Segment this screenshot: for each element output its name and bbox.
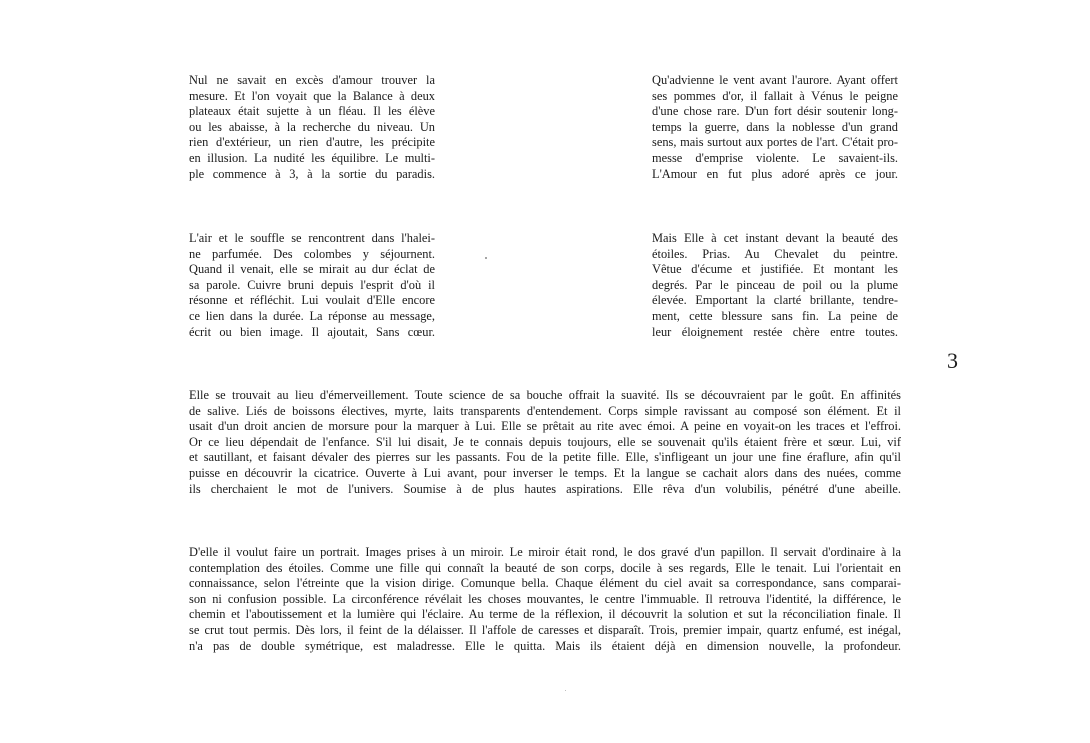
text-line: leur éloignement restée chère entre toutes. [652, 324, 898, 339]
text-line: ne parfumée. Des colombes y séjournent. [189, 246, 435, 261]
text-line: Elle se trouvait au lieu d'émerveillement. Toute science de sa bouche offrait la suavité. Ils se découvraient par le goût. En affinités [189, 388, 901, 402]
paragraph-portrait [189, 545, 901, 654]
text-line: plateaux était sujette à un fléau. Il les élève [189, 104, 435, 119]
text-line: Nul ne savait en excès d'amour trouver la [189, 73, 435, 87]
text-line: d'une chose rare. D'un fort désir soutenir long- [652, 104, 898, 119]
text-block-top-left [189, 73, 435, 182]
text-line: n'a pas de double symétrique, est maladresse. Elle le quitta. Mais ils étaient déjà en dimension nouvelle, la profondeur. [189, 638, 901, 653]
text-line: Mais Elle à cet instant devant la beauté des [652, 231, 898, 245]
text-block-top-right [652, 73, 898, 182]
text-line: son ni confusion possible. La circonférence révélait les choses mouvantes, le centre l'immuable. Il retrouva l'identité, la différence, le [189, 591, 901, 606]
text-line: ce lien dans la durée. La réponse au message, [189, 308, 435, 323]
text-block-middle-right [652, 231, 898, 340]
text-line: L'air et le souffle se rencontrent dans l'halei- [189, 231, 435, 245]
text-line: Or ce lieu dépendait de l'enfance. S'il lui disait, Je te connais depuis toujours, elle se souvenait qu'ils étaient frère et sœur. Lui, vif [189, 434, 901, 449]
text-line: Qu'advienne le vent avant l'aurore. Ayant offert [652, 73, 898, 87]
text-line: temps la guerre, dans la noblesse d'un grand [652, 119, 898, 134]
text-line: se crut tout permis. Dès lors, il feint de la délaisser. Il l'affole de caresses et disparaît. Trois, premier impair, quartz enfumé, est inégal, [189, 622, 901, 637]
text-line: sens, mais surtout aux portes de l'art. C'était pro- [652, 135, 898, 150]
text-line: connaissance, selon l'étreinte que la vision dirige. Comunque bella. Chaque élément du ciel avait sa correspondance, sans comparai- [189, 576, 901, 591]
text-line: ils cherchaient le mot de l'univers. Soumise à de plus hautes aspirations. Elle rêva d'un volubilis, pénétré d'une abeille. [189, 481, 901, 496]
paragraph-emerveillement [189, 388, 901, 497]
text-line: L'Amour en fut plus adoré après ce jour. [652, 166, 898, 181]
text-line: messe d'emprise violente. Le savaient-ils. [652, 150, 898, 165]
text-line: sa parole. Cuivre bruni depuis l'esprit d'où il [189, 277, 435, 292]
text-line: étoiles. Prias. Au Chevalet du peintre. [652, 246, 898, 261]
text-line: rien d'extérieur, un rien d'autre, les précipite [189, 135, 435, 150]
text-line: ou les abaisse, à la recherche du niveau. Un [189, 119, 435, 134]
text-line: ses pommes d'or, il fallait à Vénus le peigne [652, 88, 898, 103]
speck-mark [565, 690, 566, 691]
text-line: et sautillant, et faisant dévaler des pierres sur les passants. Fou de la petite fille. Elle, s'infligeant un jour une fine éraflure, afin qu'il [189, 450, 901, 465]
text-line: usait d'un droit ancien de morsure pour la marquer à Lui. Elle se prêtait au rite avec émoi. A peine en voyait-on les traces et l'effroi. [189, 419, 901, 434]
text-line: mesure. Et l'on voyait que la Balance à deux [189, 88, 435, 103]
page-number: 3 [947, 348, 958, 373]
text-line: de salive. Liés de boissons électives, myrte, laits transparents d'entendement. Corps simple ravissant au composé son élément. Et il [189, 403, 901, 418]
text-line: en illusion. La nudité les équilibre. Le multi- [189, 150, 435, 165]
text-line: résonne et réfléchit. Lui voulait d'Elle encore [189, 293, 435, 308]
speck-mark [485, 257, 487, 259]
text-line: degrés. Par le pinceau de poil ou la plume [652, 277, 898, 292]
text-line: élevée. Emportant la clarté brillante, tendre- [652, 293, 898, 308]
text-line: Vêtue d'écume et justifiée. Et montant les [652, 262, 898, 277]
text-line: puisse en découvrir la cicatrice. Ouverte à Lui avant, pour inverser le temps. Et la langue se cachait alors dans des nuées, comme [189, 465, 901, 480]
text-line: D'elle il voulut faire un portrait. Images prises à un miroir. Le miroir était rond, le dos gravé d'un papillon. Il servait d'ordinaire à la [189, 545, 901, 559]
text-line: ment, cette blessure sans fin. La peine de [652, 308, 898, 323]
text-line: Quand il venait, elle se mirait au dur éclat de [189, 262, 435, 277]
text-block-middle-left [189, 231, 435, 340]
text-line: ple commence à 3, à la sortie du paradis. [189, 166, 435, 181]
text-line: chemin et l'aboutissement et la lumière qui l'éclaire. Au terme de la réflexion, il découvrit la solution et sut la réconciliation finale. Il [189, 607, 901, 622]
text-line: écrit ou bien image. Il ajoutait, Sans cœur. [189, 324, 435, 339]
text-line: contemplation des étoiles. Comme une fille qui connaît la beauté de son corps, docile à ses regards, Elle le tenait. Lui l'orientait en [189, 560, 901, 575]
